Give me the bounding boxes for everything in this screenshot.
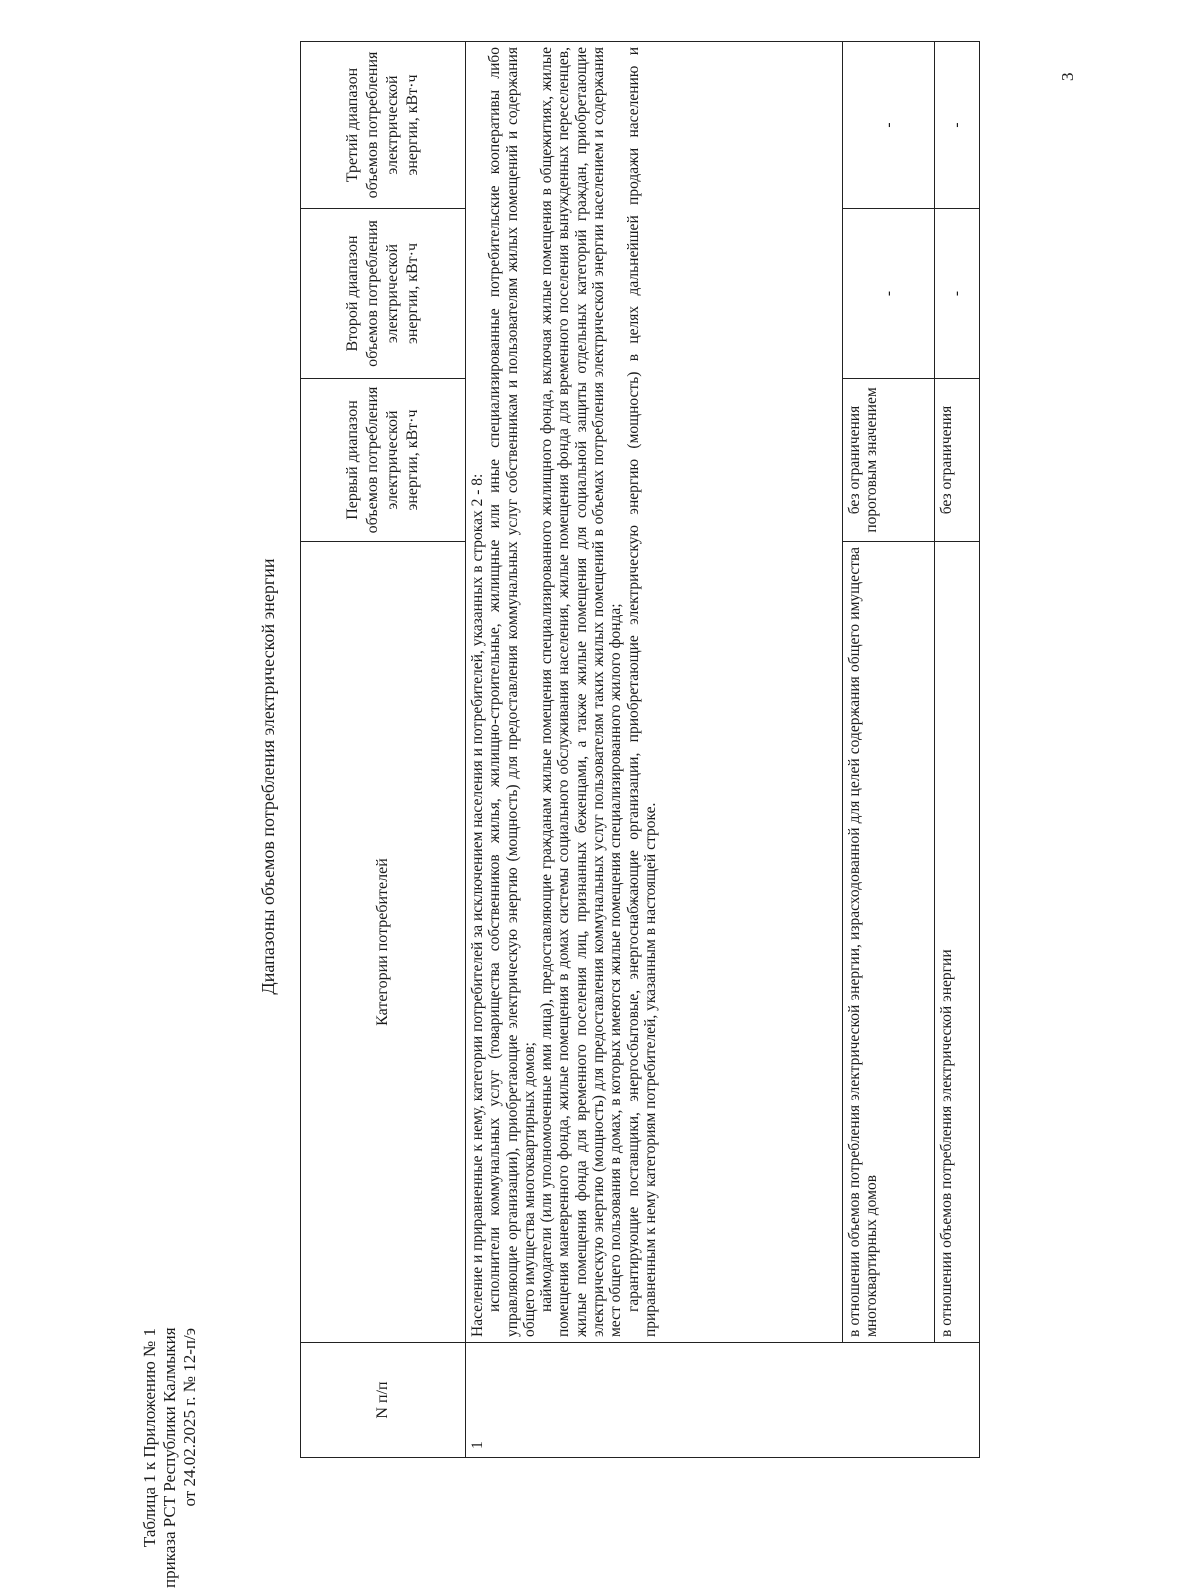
table-row [466,42,843,1458]
document-header [140,1328,200,1588]
range-3-cell: - [935,42,980,209]
header-line-1: Таблица 1 к Приложению № 1 [140,1328,159,1548]
header-line-2: приказа РСТ Республики Калмыкия [160,1327,179,1588]
range-2-cell: - [843,209,935,379]
category-cell: в отношении объемов потребления электрической энергии, израсходованной для целей содержания общего имущества многоквартирных домов [843,542,935,1343]
header-range-2: Второй диапазон объемов потребления электрической энергии, кВт·ч [301,209,466,379]
header-range-3: Третий диапазон объемов потребления электрической энергии, кВт·ч [301,42,466,209]
document-title: Диапазоны объемов потребления электрической энергии [258,558,278,995]
range-1-cell: без ограничения [935,379,980,542]
range-3-cell: - [843,42,935,209]
table-row [843,42,935,1458]
table-header-row [301,42,466,1458]
header-num: N п/п [301,1343,466,1458]
category-paragraph: наймодатели (или уполномоченные ими лица), предоставляющие гражданам жилые помещения специализированного жилищного фонда, включая жилые помещения в общежитиях, жилые помещения маневренного фонда, жилые помещения в домах системы социального обслуживания населения, жилые помещения фонда для временного поселения вынужденных переселенцев, жилые помещения фонда для временного поселения лиц, признанных беженцами, а также жилые помещения для социальной защиты отдельных категорий граждан, приобретающие электрическую энергию (мощность) для предоставления коммунальных услуг пользователям таких жилых помещений в объемах потребления электрической энергии населением и содержания мест общего пользования в домах, в которых имеются жилые помещения специализированного жилого фонда; [538,47,625,1337]
header-line-3: от 24.02.2025 г. № 12-п/э [180,1328,199,1507]
range-1-cell: без ограничения пороговым значением [843,379,935,542]
table-row [935,42,980,1458]
consumption-ranges-table [300,41,980,1458]
category-paragraph: исполнители коммунальных услуг (товарищества собственников жилья, жилищно-строительные, жилищные или иные специализированные потребительские кооперативы либо управляющие организации), приобретающие электрическую энергию (мощность) для предоставления коммунальных услуг собственникам и пользователям жилых помещений и содержания общего имущества многоквартирных домов; [486,47,538,1337]
header-range-1: Первый диапазон объемов потребления электрической энергии, кВт·ч [301,379,466,542]
category-paragraph: Население и приравненные к нему, категории потребителей за исключением населения и потребителей, указанных в строках 2 - 8: [469,473,486,1337]
page-number: 3 [1058,72,1077,81]
category-cell: в отношении объемов потребления электрической энергии [935,542,980,1343]
header-category: Категории потребителей [301,542,466,1343]
category-description [466,42,843,1343]
row-number: 1 [466,1343,980,1458]
category-paragraph: гарантирующие поставщики, энергосбытовые, энергоснабжающие организации, приобретающие электрическую энергию (мощность) в целях дальнейшей продажи населению и приравненным к нему категориям потребителей, указанным в настоящей строке. [624,47,659,1337]
range-2-cell: - [935,209,980,379]
